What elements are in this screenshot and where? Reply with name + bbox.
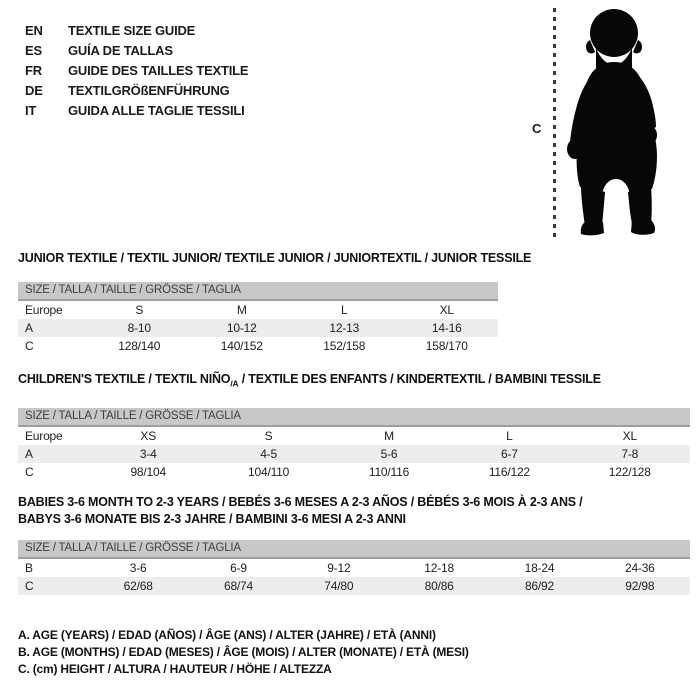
toddler-silhouette-icon: [565, 8, 665, 238]
table-row: [18, 559, 690, 577]
height-cell: 92/98: [590, 577, 690, 595]
title-part: CHILDREN'S TEXTILE / TEXTIL NIÑO: [18, 372, 231, 386]
language-title: TEXTILGRÖßENFÜHRUNG: [68, 83, 230, 98]
months-cell: 12-18: [424, 561, 454, 575]
measurement-figure: [520, 0, 700, 250]
age-cell: 12-13: [293, 319, 396, 337]
months-cell: 3-6: [129, 561, 147, 575]
size-cell: M: [384, 428, 394, 443]
section-babies-textile: [18, 494, 690, 595]
language-row-es: [25, 41, 248, 61]
size-cell: L: [506, 428, 513, 443]
table-row: [18, 445, 690, 463]
table-row: [18, 301, 498, 319]
months-cell: 18-24: [524, 561, 555, 575]
height-cell: 140/152: [220, 339, 263, 353]
age-cell: 10-12: [191, 319, 294, 337]
language-code: DE: [25, 83, 43, 98]
height-cell: 122/128: [608, 464, 651, 479]
row-label: Europe: [25, 428, 63, 443]
language-row-en: [25, 21, 248, 41]
height-cell: 86/92: [489, 577, 589, 595]
height-measure-line: [553, 8, 556, 240]
months-cell: 9-12: [327, 561, 351, 575]
row-label: C: [18, 577, 88, 595]
row-label: Europe: [25, 303, 63, 317]
language-title: TEXTILE SIZE GUIDE: [68, 23, 196, 38]
table-row: [18, 337, 498, 355]
age-cell: 3-4: [88, 445, 208, 463]
size-cell: M: [236, 303, 247, 317]
language-code: EN: [25, 23, 43, 38]
table-row: [18, 319, 498, 337]
height-cell: 158/170: [425, 339, 468, 353]
row-label: C: [25, 464, 34, 479]
footnote-c: C. (cm) HEIGHT / ALTURA / HAUTEUR / HÖHE / ALTEZZA: [18, 662, 332, 676]
babies-size-table: [18, 559, 690, 595]
children-size-table: [18, 427, 690, 481]
section-junior-textile: [18, 250, 532, 355]
title-line-2: BABYS 3-6 MONATE BIS 2-3 JAHRE / BAMBINI 3-6 MESI A 2-3 ANNI: [18, 512, 406, 526]
height-cell: 104/110: [248, 464, 290, 479]
age-cell: 8-10: [88, 319, 191, 337]
height-cell: 128/140: [118, 339, 161, 353]
height-cell: 152/158: [323, 339, 366, 353]
language-code: ES: [25, 43, 42, 58]
size-cell: XL: [622, 428, 637, 443]
size-header-bar: SIZE / TALLA / TAILLE / GRÖSSE / TAGLIA: [18, 282, 498, 301]
height-cell: 68/74: [188, 577, 288, 595]
size-cell: XS: [140, 428, 156, 443]
height-cell: 98/104: [130, 464, 166, 479]
size-cell: L: [341, 303, 348, 317]
age-cell: 4-5: [208, 445, 328, 463]
height-measure-label: C: [532, 121, 542, 136]
row-label: A: [18, 445, 88, 463]
size-cell: S: [264, 428, 273, 443]
footnote-b: B. AGE (MONTHS) / EDAD (MESES) / ÂGE (MOIS) / ALTER (MONATE) / ETÀ (MESI): [18, 645, 469, 659]
footnotes: [18, 627, 469, 678]
language-title: GUIDE DES TAILLES TEXTILE: [68, 63, 249, 78]
size-header-bar: SIZE / TALLA / TAILLE / GRÖSSE / TAGLIA: [18, 408, 690, 427]
height-cell: 74/80: [289, 577, 389, 595]
title-line-1: BABIES 3-6 MONTH TO 2-3 YEARS / BEBÉS 3-6 MESES A 2-3 AÑOS / BÉBÉS 3-6 MOIS À 2-3 ANS /: [18, 495, 583, 509]
title-part: / TEXTILE DES ENFANTS / KINDERTEXTIL / BAMBINI TESSILE: [238, 372, 601, 386]
size-cell: S: [135, 303, 144, 317]
section-title: JUNIOR TEXTILE / TEXTIL JUNIOR/ TEXTILE JUNIOR / JUNIORTEXTIL / JUNIOR TESSILE: [18, 251, 532, 265]
size-header-bar: SIZE / TALLA / TAILLE / GRÖSSE / TAGLIA: [18, 540, 690, 559]
age-cell: 6-7: [449, 445, 569, 463]
section-childrens-textile: [18, 371, 690, 481]
table-row: [18, 427, 690, 445]
table-row: [18, 577, 690, 595]
table-row: [18, 463, 690, 481]
section-title: [18, 494, 690, 528]
height-cell: 62/68: [88, 577, 188, 595]
age-cell: 14-16: [396, 319, 499, 337]
title-subscript: /A: [230, 378, 239, 389]
age-cell: 7-8: [570, 445, 690, 463]
language-title: GUIDA ALLE TAGLIE TESSILI: [68, 103, 245, 118]
language-list: [25, 21, 248, 121]
language-code: IT: [25, 103, 37, 118]
junior-size-table: [18, 301, 498, 355]
row-label: A: [18, 319, 88, 337]
row-label: C: [25, 339, 34, 353]
language-row-de: [25, 81, 248, 101]
height-cell: 80/86: [389, 577, 489, 595]
height-cell: 116/122: [488, 464, 530, 479]
months-cell: 24-36: [624, 561, 655, 575]
months-cell: 6-9: [230, 561, 247, 575]
language-row-it: [25, 101, 248, 121]
footnote-a: A. AGE (YEARS) / EDAD (AÑOS) / ÂGE (ANS) / ALTER (JAHRE) / ETÀ (ANNI): [18, 628, 436, 642]
language-code: FR: [25, 63, 42, 78]
height-cell: 110/116: [368, 464, 410, 479]
age-cell: 5-6: [329, 445, 449, 463]
row-label: B: [25, 561, 33, 575]
language-title: GUÍA DE TALLAS: [68, 43, 173, 58]
size-cell: XL: [439, 303, 454, 317]
language-row-fr: [25, 61, 248, 81]
section-title: [18, 371, 690, 393]
